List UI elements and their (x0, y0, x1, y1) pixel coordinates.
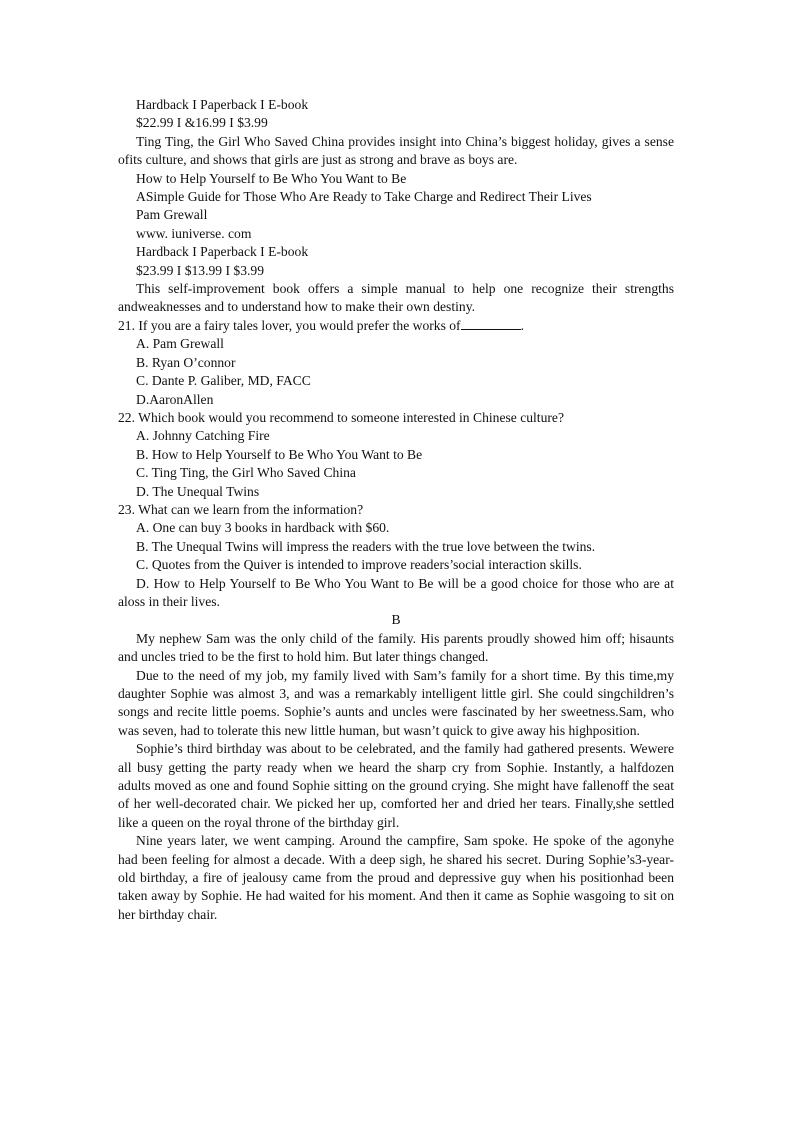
passage-paragraph: Sophie’s third birthday was about to be celebrated, and the family had gathered presents. Wewere all busy getting the party ready when we heard the sharp cry from Sophie. Instantly, a halfdozen adults moved as one and found Sophie sitting on the ground crying. She might have fallenoff the seat of her well-decorated chair. We picked her up, comforted her and dried her tears. Finally,she settled like a queen on the royal throne of the birthday girl. (118, 741, 674, 830)
book2-description: Ting Ting, the Girl Who Saved China provides insight into China’s biggest holiday, gives a sense ofits culture, and shows that girls are just as strong and brave as boys are. (118, 133, 674, 168)
passage-paragraph: Due to the need of my job, my family lived with Sam’s family for a short time. By this time,my daughter Sophie was almost 3, and was a remarkably intelligent little girl. She could singchildren’s songs and recite little poems. Sophie’s aunts and uncles were fascinated by her sweetness.Sam, who was seven, had to tolerate this new little human, but wasn’t quick to give away his highposition. (118, 667, 674, 738)
question-stem: 23. What can we learn from the information? (118, 501, 364, 517)
option-a: A. One can buy 3 books in hardback with $60. (136, 520, 390, 536)
passage-paragraph: Nine years later, we went camping. Around the campfire, Sam spoke. He spoke of the agonyhe had been feeling for almost a decade. With a deep sigh, he shared his secret. During Sophie’s3-year-old birthday, a fire of jealousy came from the proud and depressive guy when his positionhad been taken away by Sophie. He had waited for his moment. And then it came as Sophie wasgoing to sit on her birthday chair. (118, 833, 674, 922)
book3-subtitle: ASimple Guide for Those Who Are Ready to Take Charge and Redirect Their Lives (136, 189, 592, 205)
option-a: A. Pam Grewall (136, 336, 224, 352)
book3-title: How to Help Yourself to Be Who You Want to Be (136, 170, 407, 186)
book3-author: Pam Grewall (136, 207, 208, 223)
question-stem: 21. If you are a fairy tales lover, you would prefer the works of . (118, 317, 524, 333)
option-c: C. Ting Ting, the Girl Who Saved China (136, 465, 356, 481)
option-c: C. Dante P. Galiber, MD, FACC (136, 373, 311, 389)
passage-paragraph: My nephew Sam was the only child of the family. His parents proudly showed him off; hisaunts and uncles tried to be the first to hold him. But later things changed. (118, 630, 674, 665)
book2-formats: Hardback I Paperback I E-book (136, 97, 309, 112)
option-a: A. Johnny Catching Fire (136, 428, 270, 444)
option-b: B. Ryan O’connor (136, 354, 236, 370)
answer-blank (461, 317, 521, 330)
question-22 (118, 409, 674, 501)
option-b: B. The Unequal Twins will impress the readers with the true love between the twins. (136, 538, 596, 554)
option-d: D.AaronAllen (136, 391, 214, 407)
option-b: B. How to Help Yourself to Be Who You Want to Be (136, 446, 423, 462)
option-c: C. Quotes from the Quiver is intended to improve readers’social interaction skills. (136, 557, 582, 573)
book3-website: www. iuniverse. com (136, 225, 252, 241)
section-heading: B (391, 612, 401, 628)
question-23 (118, 501, 674, 611)
option-d: D. The Unequal Twins (136, 483, 260, 499)
book3-prices: $23.99 I $13.99 I $3.99 (136, 262, 264, 278)
book3-formats: Hardback I Paperback I E-book (136, 244, 309, 260)
question-21 (118, 317, 674, 409)
book2-prices: $22.99 I &16.99 I $3.99 (136, 115, 268, 131)
question-stem: 22. Which book would you recommend to someone interested in Chinese culture? (118, 409, 564, 425)
document-page (118, 96, 674, 924)
book3-description: This self-improvement book offers a simple manual to help one recognize their strengths andweaknesses and to understand how to make their own destiny. (118, 281, 674, 315)
option-d: D. How to Help Yourself to Be Who You Want to Be will be a good choice for those who are at aloss in their lives. (118, 575, 674, 609)
